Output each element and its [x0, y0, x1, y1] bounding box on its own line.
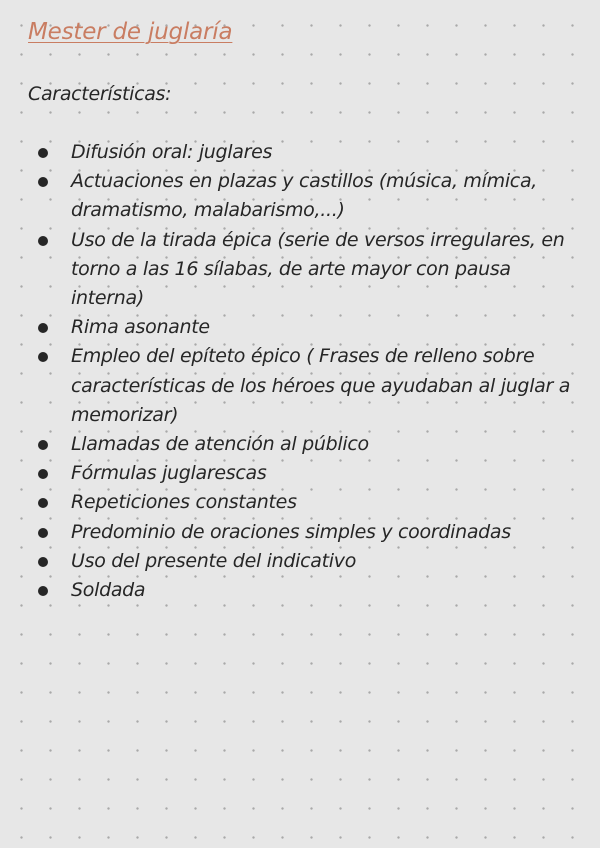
list-item-text: Fórmulas juglarescas	[71, 462, 267, 485]
list-item	[28, 488, 576, 517]
list-item-text: Empleo del epíteto épico ( Frases de relleno sobre características de los héroes que ayudaban al juglar a memorizar)	[71, 345, 571, 426]
list-item-text: Uso de la tirada épica (serie de versos irregulares, en torno a las 16 sílabas, de arte mayor con pausa interna)	[71, 228, 565, 310]
page-title: Mester de juglaría	[28, 19, 233, 45]
bullet-icon	[38, 586, 48, 596]
bullet-icon	[38, 177, 48, 187]
list-item	[28, 138, 576, 167]
list-item	[28, 226, 576, 314]
list-item	[28, 167, 576, 225]
list-item-text: Llamadas de atención al público	[71, 433, 369, 456]
list-item-text: Actuaciones en plazas y castillos (música, mímica, dramatismo, malabarismo,...)	[71, 170, 538, 222]
bullet-icon	[38, 352, 48, 362]
list-item-text: Uso del presente del indicativo	[71, 549, 357, 572]
bullet-icon	[38, 557, 48, 567]
list-item	[28, 547, 576, 576]
list-item	[28, 518, 576, 547]
bullet-icon	[38, 528, 48, 538]
list-item-text: Repeticiones constantes	[71, 491, 297, 514]
list-item	[28, 313, 576, 342]
list-item	[28, 576, 576, 605]
list-item	[28, 430, 576, 459]
list-item	[28, 459, 576, 488]
bullet-icon	[38, 498, 48, 508]
bullet-icon	[38, 440, 48, 450]
note-page	[28, 14, 576, 605]
bullet-icon	[38, 236, 48, 246]
characteristics-list	[28, 138, 576, 605]
bullet-icon	[38, 323, 48, 333]
bullet-icon	[38, 148, 48, 158]
section-heading: Características:	[28, 83, 172, 105]
list-item-text: Rima asonante	[71, 316, 210, 339]
list-item-text: Difusión oral: juglares	[71, 141, 273, 163]
list-item-text: Predominio de oraciones simples y coordinadas	[71, 520, 511, 543]
list-item-text: Soldada	[71, 579, 146, 602]
bullet-icon	[38, 469, 48, 479]
list-item	[28, 342, 576, 430]
